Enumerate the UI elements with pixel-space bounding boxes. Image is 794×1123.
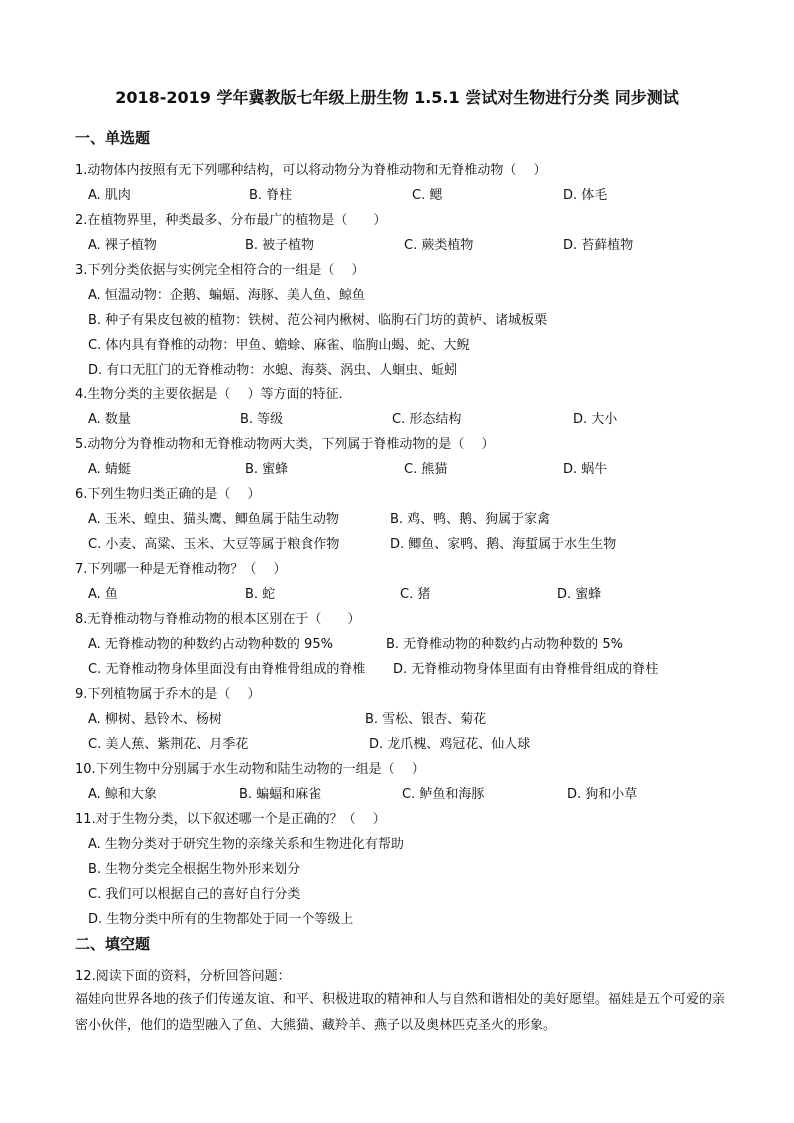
q2-option-b: B. 被子植物 — [245, 238, 315, 253]
question-3-stem: 3.下列分类依据与实例完全相符合的一组是（ ） — [75, 263, 365, 278]
q2-option-d: D. 苔藓植物 — [563, 238, 634, 253]
q5-option-a: A. 蜻蜓 — [88, 462, 131, 477]
question-8-stem: 8.无脊椎动物与脊椎动物的根本区别在于（ ） — [75, 612, 361, 627]
q8-option-b: B. 无脊椎动物的种数约占动物种数的 5% — [386, 637, 623, 652]
q11-option-c: C. 我们可以根据自己的喜好自行分类 — [88, 887, 301, 902]
question-10-stem: 10.下列生物中分别属于水生动物和陆生动物的一组是（ ） — [75, 762, 425, 777]
q11-option-a: A. 生物分类对于研究生物的亲缘关系和生物进化有帮助 — [88, 837, 404, 852]
q11-option-d: D. 生物分类中所有的生物都处于同一个等级上 — [88, 912, 354, 927]
q9-option-a: A. 柳树、悬铃木、杨树 — [88, 712, 222, 727]
question-9-stem: 9.下列植物属于乔木的是（ ） — [75, 687, 261, 702]
q3-option-c: C. 体内具有脊椎的动物：甲鱼、蟾蜍、麻雀、临朐山蝎、蛇、大鲵 — [88, 338, 470, 353]
q4-option-c: C. 形态结构 — [392, 412, 462, 427]
q3-option-b: B. 种子有果皮包被的植物：铁树、范公祠内楸树、临朐石门坊的黄栌、诸城板栗 — [88, 313, 548, 328]
q8-option-a: A. 无脊椎动物的种数约占动物种数的 95% — [88, 637, 333, 652]
q6-option-b: B. 鸡、鸭、鹅、狗属于家禽 — [390, 512, 551, 527]
q7-option-a: A. 鱼 — [88, 587, 118, 602]
q8-option-d: D. 无脊椎动物身体里面有由脊椎骨组成的脊柱 — [393, 662, 659, 677]
q10-option-c: C. 鲈鱼和海豚 — [402, 787, 485, 802]
question-4-stem: 4.生物分类的主要依据是（ ）等方面的特征． — [75, 387, 352, 402]
question-6-stem: 6.下列生物归类正确的是（ ） — [75, 487, 261, 502]
q10-option-b: B. 蝙蝠和麻雀 — [239, 787, 322, 802]
question-2-stem: 2.在植物界里，种类最多、分布最广的植物是（ ） — [75, 213, 387, 228]
q6-option-d: D. 鲫鱼、家鸭、鹅、海蜇属于水生生物 — [390, 537, 617, 552]
q10-option-a: A. 鲸和大象 — [88, 787, 157, 802]
q3-option-a: A. 恒温动物：企鹅、蝙蝠、海豚、美人鱼、鲸鱼 — [88, 288, 365, 303]
q1-option-d: D. 体毛 — [563, 188, 608, 203]
q4-option-d: D. 大小 — [573, 412, 618, 427]
q6-option-c: C. 小麦、高粱、玉米、大豆等属于粮食作物 — [88, 537, 340, 552]
q10-option-d: D. 狗和小草 — [567, 787, 638, 802]
question-11-stem: 11.对于生物分类，以下叙述哪一个是正确的？（ ） — [75, 812, 386, 827]
q1-option-b: B. 脊柱 — [249, 188, 293, 203]
question-5-stem: 5.动物分为脊椎动物和无脊椎动物两大类，下列属于脊椎动物的是（ ） — [75, 437, 495, 452]
q5-option-c: C. 熊猫 — [404, 462, 448, 477]
section-heading-single-choice: 一、单选题 — [75, 129, 151, 147]
q9-option-d: D. 龙爪槐、鸡冠花、仙人球 — [369, 737, 531, 752]
q1-option-a: A. 肌肉 — [88, 188, 131, 203]
q6-option-a: A. 玉米、蝗虫、猫头鹰、鲫鱼属于陆生动物 — [88, 512, 339, 527]
q1-option-c: C. 鳃 — [412, 188, 443, 203]
question-7-stem: 7.下列哪一种是无脊椎动物？（ ） — [75, 562, 287, 577]
q2-option-c: C. 蕨类植物 — [404, 238, 474, 253]
q9-option-c: C. 美人蕉、紫荆花、月季花 — [88, 737, 249, 752]
q7-option-c: C. 猪 — [400, 587, 431, 602]
q5-option-b: B. 蜜蜂 — [245, 462, 289, 477]
q4-option-b: B. 等级 — [240, 412, 284, 427]
question-12-stem: 12.阅读下面的资料，分析回答问题： — [75, 969, 291, 984]
question-12-passage: 福娃向世界各地的孩子们传递友谊、和平、积极进取的精神和人与自然和谐相处的美好愿望。福娃是五个可爱的亲密小伙伴，他们的造型融入了鱼、大熊猫、藏羚羊、燕子以及奥林匹克圣火的形象。 — [75, 992, 726, 1033]
q3-option-d: D. 有口无肛门的无脊椎动物：水螅、海葵、涡虫、人蛔虫、蚯蚓 — [88, 363, 458, 378]
section-heading-fill-in: 二、填空题 — [75, 935, 151, 953]
q2-option-a: A. 裸子植物 — [88, 238, 157, 253]
q9-option-b: B. 雪松、银杏、菊花 — [365, 712, 487, 727]
q8-option-c: C. 无脊椎动物身体里面没有由脊椎骨组成的脊椎 — [88, 662, 366, 677]
q5-option-d: D. 蜗牛 — [563, 462, 608, 477]
q7-option-b: B. 蛇 — [245, 587, 276, 602]
q11-option-b: B. 生物分类完全根据生物外形来划分 — [88, 862, 301, 877]
question-1-stem: 1.动物体内按照有无下列哪种结构，可以将动物分为脊椎动物和无脊椎动物（ ） — [75, 163, 547, 178]
q4-option-a: A. 数量 — [88, 412, 131, 427]
q7-option-d: D. 蜜蜂 — [557, 587, 602, 602]
page-title: 2018-2019 学年冀教版七年级上册生物 1.5.1 尝试对生物进行分类 同步测试 — [115, 88, 679, 107]
